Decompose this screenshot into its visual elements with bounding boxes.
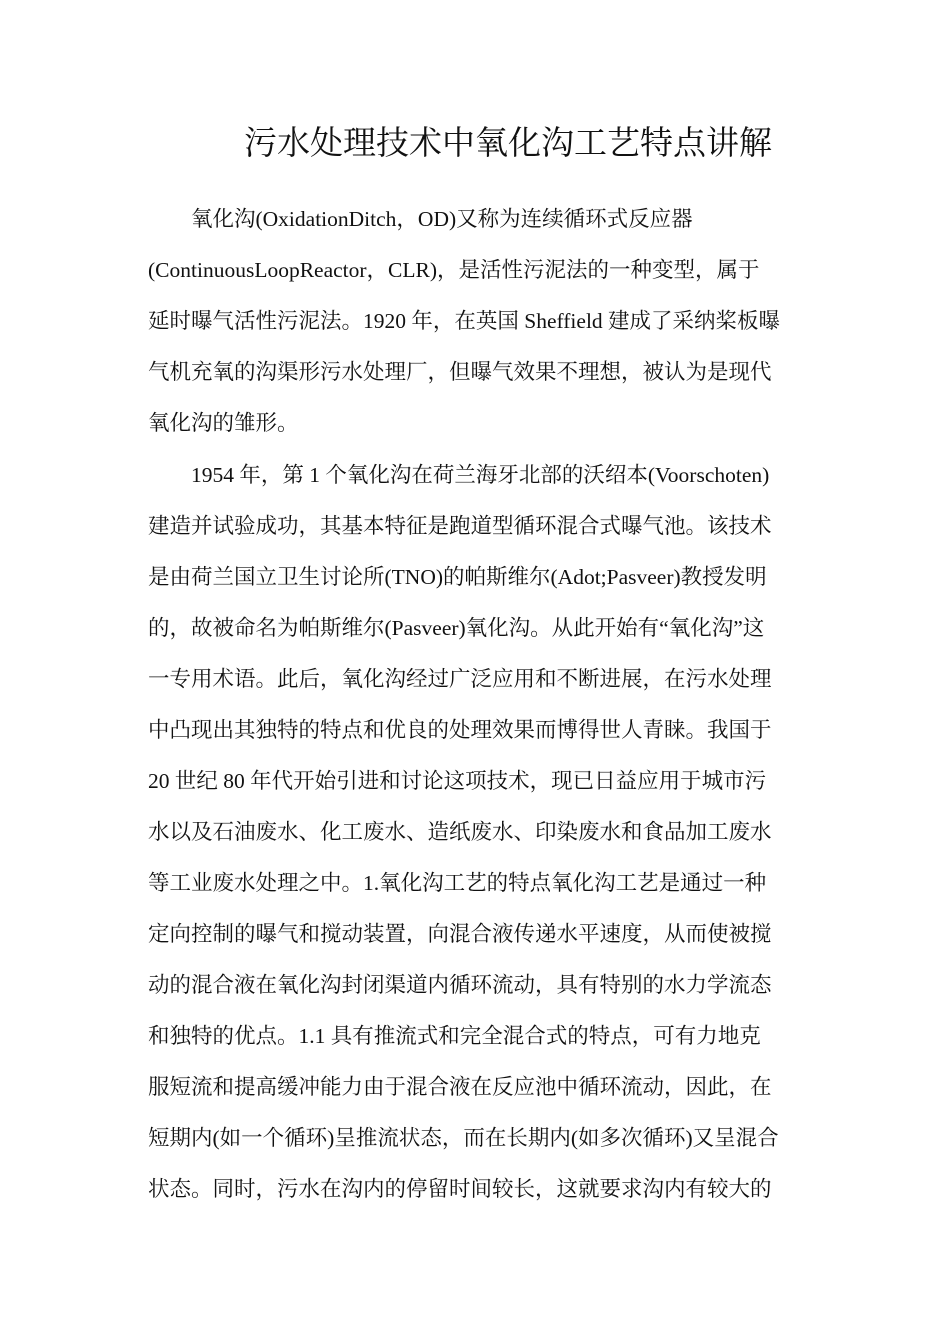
paragraph-2-line-12: 和独特的优点。1.1 具有推流式和完全混合式的特点，可有力地克 (148, 1024, 761, 1048)
paragraph-2-line-13: 服短流和提高缓冲能力由于混合液在反应池中循环流动，因此，在 (148, 1075, 772, 1099)
paragraph-2-line-1: 1954 年，第 1 个氧化沟在荷兰海牙北部的沃绍本(Voorschoten) (191, 463, 770, 487)
paragraph-2-line-7: 20 世纪 80 年代开始引进和讨论这项技术，现已日益应用于城市污 (148, 769, 767, 793)
paragraph-2-line-6: 中凸现出其独特的特点和优良的处理效果而博得世人青睐。我国于 (148, 718, 772, 742)
paragraph-2-line-5: 一专用术语。此后，氧化沟经过广泛应用和不断进展，在污水处理 (148, 667, 772, 691)
paragraph-1-line-2: (ContinuousLoopReactor，CLR)，是活性污泥法的一种变型，属于 (148, 258, 760, 282)
document-title: 污水处理技术中氧化沟工艺特点讲解 (244, 126, 772, 162)
paragraph-2-line-15: 状态。同时，污水在沟内的停留时间较长，这就要求沟内有较大的 (148, 1177, 772, 1201)
paragraph-1-line-3: 延时曝气活性污泥法。1920 年，在英国 Sheffield 建成了采纳桨板曝 (148, 309, 781, 333)
paragraph-2-line-9: 等工业废水处理之中。1.氧化沟工艺的特点氧化沟工艺是通过一种 (148, 871, 767, 895)
paragraph-2-line-2: 建造并试验成功，其基本特征是跑道型循环混合式曝气池。该技术 (148, 514, 772, 538)
paragraph-1-line-4: 气机充氧的沟渠形污水处理厂，但曝气效果不理想，被认为是现代 (148, 360, 772, 384)
paragraph-2-line-10: 定向控制的曝气和搅动装置，向混合液传递水平速度，从而使被搅 (148, 922, 772, 946)
paragraph-2-line-14: 短期内(如一个循环)呈推流状态，而在长期内(如多次循环)又呈混合 (148, 1126, 779, 1150)
paragraph-2-line-3: 是由荷兰国立卫生讨论所(TNO)的帕斯维尔(Adot;Pasveer)教授发明 (148, 565, 767, 589)
paragraph-1-line-5: 氧化沟的雏形。 (148, 411, 299, 435)
paragraph-2-line-11: 动的混合液在氧化沟封闭渠道内循环流动，具有特别的水力学流态 (148, 973, 772, 997)
paragraph-2-line-4: 的，故被命名为帕斯维尔(Pasveer)氧化沟。从此开始有“氧化沟”这 (148, 616, 765, 640)
paragraph-1-line-1: 氧化沟(OxidationDitch，OD)又称为连续循环式反应器 (191, 207, 693, 231)
paragraph-2-line-8: 水以及石油废水、化工废水、造纸废水、印染废水和食品加工废水 (148, 820, 772, 844)
